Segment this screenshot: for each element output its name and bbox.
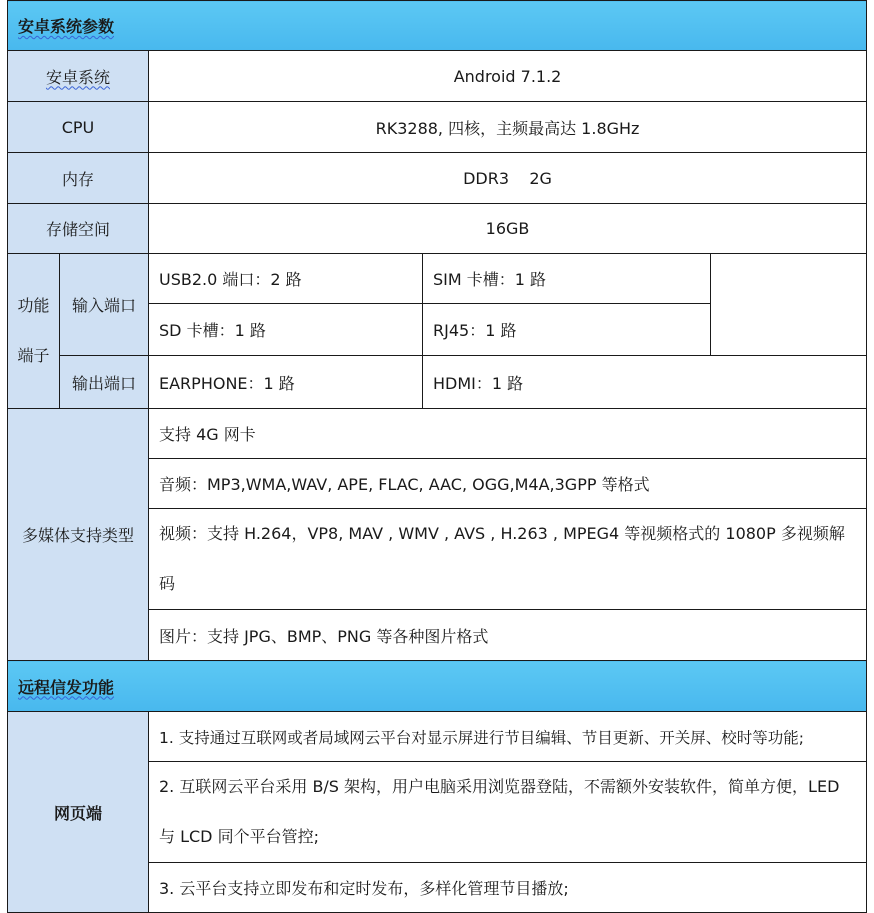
label-os: 安卓系统	[8, 51, 149, 102]
input-rj45: RJ45：1 路	[423, 304, 711, 356]
row-output	[8, 356, 867, 409]
label-storage: 存储空间	[8, 204, 149, 254]
label-function-ports-line1: 功能	[17, 296, 50, 315]
web-item-2: 2. 互联网云平台采用 B/S 架构，用户电脑采用浏览器登陆，不需额外安装软件，简单方便，LED 与 LCD 同个平台管控;	[149, 762, 867, 863]
web-item-1: 1. 支持通过互联网或者局域网云平台对显示屏进行节目编辑、节目更新、开关屏、校时等功能;	[149, 712, 867, 762]
value-ram: DDR3 2G	[149, 153, 867, 204]
label-function-ports	[8, 254, 60, 409]
row-os	[8, 51, 867, 102]
value-cpu: RK3288, 四核，主频最高达 1.8GHz	[149, 102, 867, 153]
output-hdmi: HDMI：1 路	[423, 356, 867, 409]
value-os: Android 7.1.2	[149, 51, 867, 102]
row-cpu	[8, 102, 867, 153]
input-sd: SD 卡槽：1 路	[149, 304, 423, 356]
label-ram: 内存	[8, 153, 149, 204]
input-usb: USB2.0 端口：2 路	[149, 254, 423, 304]
label-function-ports-line2: 端子	[17, 346, 50, 365]
output-earphone: EARPHONE：1 路	[149, 356, 423, 409]
label-cpu: CPU	[8, 102, 149, 153]
web-item-3: 3. 云平台支持立即发布和定时发布，多样化管理节目播放;	[149, 863, 867, 913]
section-title-remote: 远程信发功能	[8, 661, 867, 712]
mm-audio: 音频：MP3,WMA,WAV, APE, FLAC, AAC, OGG,M4A,3GPP 等格式	[149, 459, 867, 509]
row-storage	[8, 204, 867, 254]
mm-video: 视频：支持 H.264，VP8, MAV , WMV , AVS , H.263 , MPEG4 等视频格式的 1080P 多视频解码	[149, 509, 867, 610]
mm-image: 图片：支持 JPG、BMP、PNG 等各种图片格式	[149, 610, 867, 661]
value-storage: 16GB	[149, 204, 867, 254]
label-multimedia: 多媒体支持类型	[8, 409, 149, 661]
input-sim: SIM 卡槽：1 路	[423, 254, 711, 304]
row-ram	[8, 153, 867, 204]
row-web-1	[8, 712, 867, 762]
row-mm-net	[8, 409, 867, 459]
section-title-android: 安卓系统参数	[8, 1, 867, 51]
section-header-remote	[8, 661, 867, 712]
row-input-1	[8, 254, 867, 304]
label-input-ports: 输入端口	[60, 254, 149, 356]
label-web: 网页端	[8, 712, 149, 913]
spec-table	[7, 0, 867, 913]
section-header-android	[8, 1, 867, 51]
input-empty-cell	[711, 254, 867, 356]
mm-net: 支持 4G 网卡	[149, 409, 867, 459]
label-output-ports: 输出端口	[60, 356, 149, 409]
